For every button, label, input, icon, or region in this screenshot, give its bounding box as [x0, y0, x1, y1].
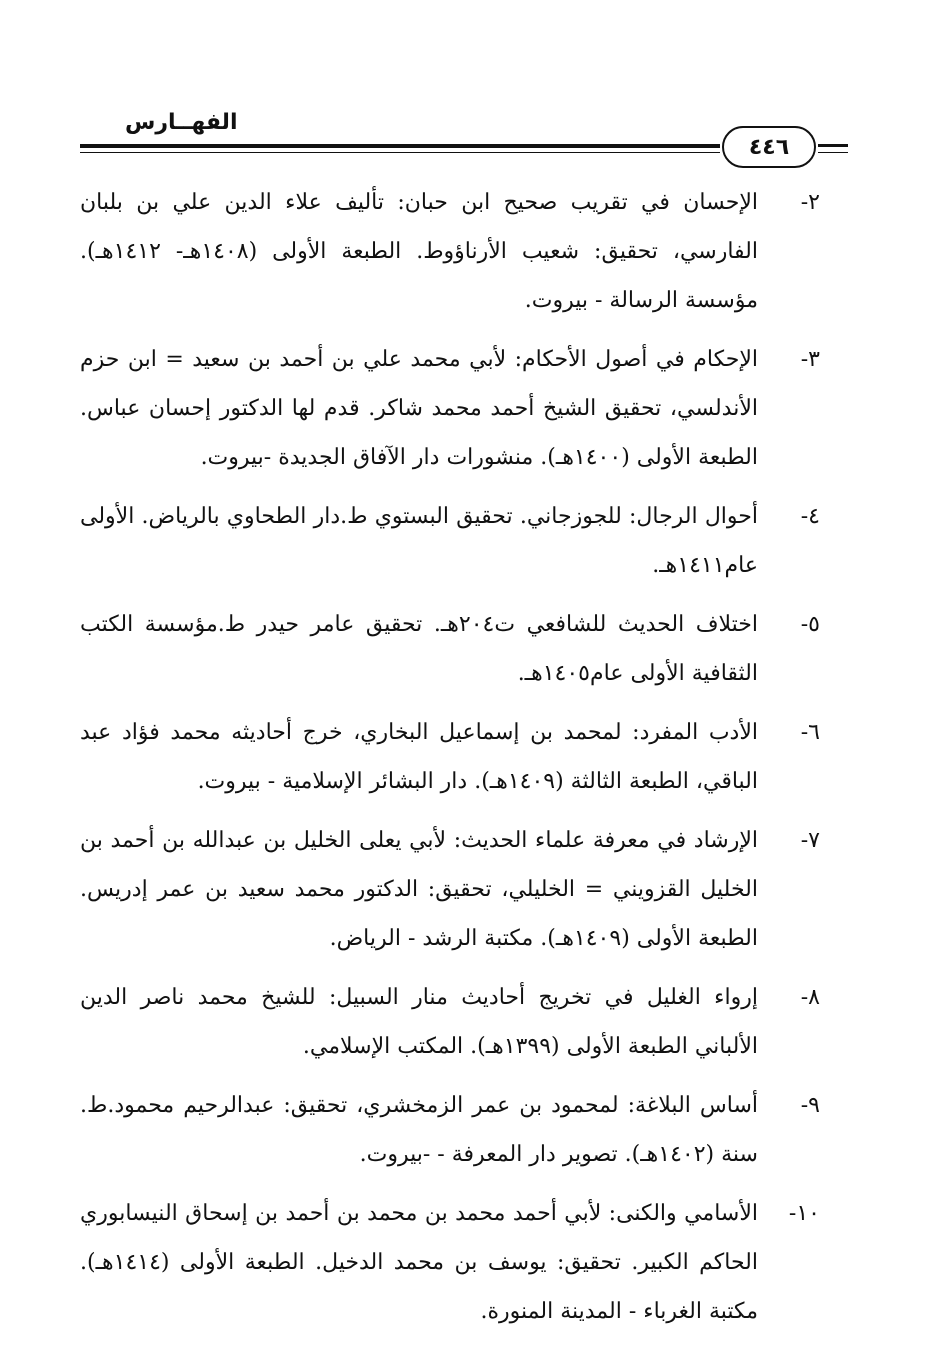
bibliography-entry: [80, 973, 820, 1071]
entry-number: ٣-: [800, 347, 820, 372]
header-title: الفهــارس: [125, 110, 238, 135]
bibliography-entry: [80, 335, 820, 482]
bibliography-entry: [80, 708, 820, 806]
entry-text: إرواء الغليل في تخريج أحاديث منار السبيل: للشيخ محمد ناصر الدين الألباني الطبعة الأولى (١٣٩٩هـ). المكتب الإسلامي.: [80, 985, 758, 1059]
entry-text: الإرشاد في معرفة علماء الحديث: لأبي يعلى الخليل بن عبدالله بن أحمد بن الخليل القزويني = الخليلي، تحقيق: الدكتور محمد سعيد بن عمر إدريس. الطبعة الأولى (١٤٠٩هـ). مكتبة الرشد - الرياض.: [80, 828, 758, 951]
bibliography-entry: [80, 178, 820, 325]
entry-number: ١٠-: [788, 1201, 820, 1226]
entry-text: الأسامي والكنى: لأبي أحمد محمد بن محمد بن أحمد بن إسحاق النيسابوري الحاكم الكبير. تحقيق: يوسف بن محمد الدخيل. الطبعة الأولى (١٤١٤هـ). مكتبة الغرباء - المدينة المنورة.: [80, 1201, 758, 1324]
page-header: [70, 108, 850, 168]
entry-number: ٤-: [800, 504, 820, 529]
entry-text: الأدب المفرد: لمحمد بن إسماعيل البخاري، خرج أحاديثه محمد فؤاد عبد الباقي، الطبعة الثالثة (١٤٠٩هـ). دار البشائر الإسلامية - بيروت.: [80, 720, 758, 794]
bibliography-entry: [80, 1081, 820, 1179]
entry-number: ٧-: [800, 828, 820, 853]
bibliography-list: [80, 178, 820, 1346]
entry-text: اختلاف الحديث للشافعي ت٢٠٤هـ. تحقيق عامر حيدر ط.مؤسسة الكتب الثقافية الأولى عام١٤٠٥هـ.: [80, 612, 758, 686]
entry-text: أساس البلاغة: لمحمود بن عمر الزمخشري، تحقيق: عبدالرحيم محمود.ط. سنة (١٤٠٢هـ). تصوير دار المعرفة - -بيروت.: [80, 1093, 758, 1167]
bibliography-entry: [80, 600, 820, 698]
header-rule-right-thin: [818, 152, 848, 153]
entry-number: ٩-: [800, 1093, 820, 1118]
header-rule-thick: [80, 144, 720, 148]
entry-number: ٨-: [800, 985, 820, 1010]
entry-number: ٥-: [800, 612, 820, 637]
bibliography-entry: [80, 1189, 820, 1336]
bibliography-entry: [80, 816, 820, 963]
entry-text: الإحسان في تقريب صحيح ابن حبان: تأليف علاء الدين علي بن بلبان الفارسي، تحقيق: شعيب الأرناؤوط. الطبعة الأولى (١٤٠٨هـ- ١٤١٢هـ). مؤسسة الرسالة - بيروت.: [80, 190, 758, 313]
bibliography-entry: [80, 492, 820, 590]
entry-text: أحوال الرجال: للجوزجاني. تحقيق البستوي ط.دار الطحاوي بالرياض. الأولى عام١٤١١هـ.: [80, 504, 758, 578]
header-rule-right: [818, 144, 848, 147]
entry-text: الإحكام في أصول الأحكام: لأبي محمد علي بن أحمد بن سعيد = ابن حزم الأندلسي، تحقيق الشيخ أحمد محمد شاكر. قدم لها الدكتور إحسان عباس. الطبعة الأولى (١٤٠٠هـ). منشورات دار الآفاق الجديدة -بيروت.: [80, 347, 758, 470]
entry-number: ٦-: [800, 720, 820, 745]
entry-number: ٢-: [800, 190, 820, 215]
header-rule-thin: [80, 152, 720, 153]
page-number: ٤٤٦: [722, 126, 816, 168]
